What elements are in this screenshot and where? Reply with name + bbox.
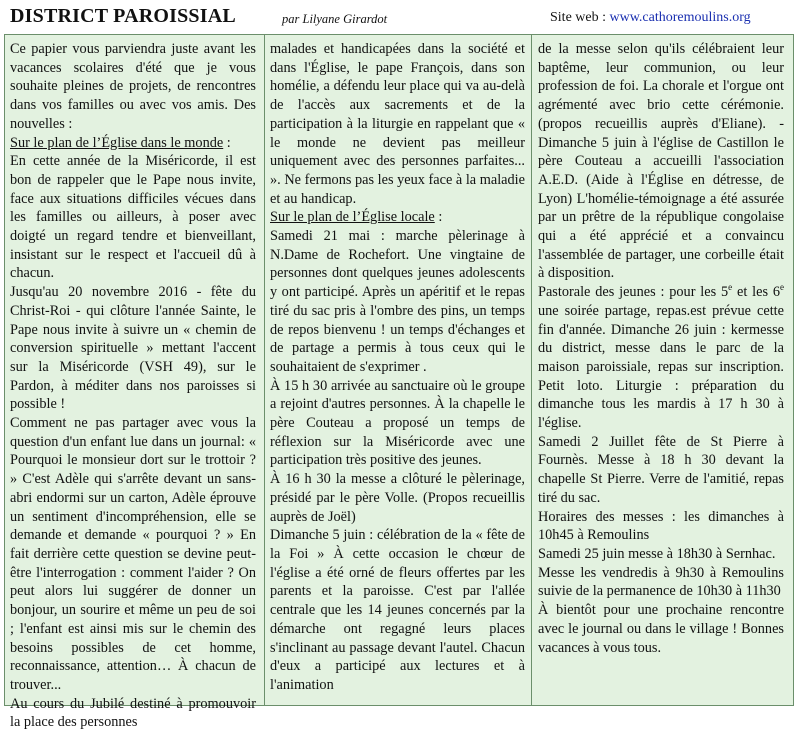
subheading-church-world: Sur le plan de l’Église dans le monde xyxy=(10,134,224,151)
subheading-colon: : xyxy=(223,134,231,151)
paragraph-fete-foi-cont: de la messe selon qu'ils célébraient leur baptême, leur communion, ou leur profession de foi. La chorale et l'orgue ont agrémenté avec brio cette cérémonie. (propos recueillis auprès d'Eliane). - Dimanche 5 juin à l'église de Castillon le père Couteau a accueilli l'association A.E.D. (Aide à l'Église en détresse, de Lyon) L'homélie-témoignage a été assurée par un prêtre de la république congolaise qui a été apprécié et a convaincu l'assemblée de partager, une corbeille était à disposition. xyxy=(538,41,784,282)
paragraph-jubilee-start: Au cours du Jubilé destiné à promouvoir la place des personnes xyxy=(10,695,256,731)
website-label: Site web : xyxy=(550,10,610,25)
subheading-colon: : xyxy=(434,209,443,226)
header-bar xyxy=(0,0,800,30)
paragraph-st-pierre: Samedi 2 Juillet fête de St Pierre à Fournès. Messe à 18 h 30 devant la chapelle St Pierre. Verre de l'amitié, repas tiré du sac. xyxy=(538,433,784,506)
paragraph-mass-closing: À 16 h 30 la messe a clôturé le pèlerinage, présidé par le père Volle. (Propos recueillis auprès de Joël) xyxy=(270,471,525,525)
youth-text-a: Pastorale des jeunes : pour les 5 xyxy=(538,284,729,301)
paragraph-mass-times: Horaires des messes : les dimanches à 10h45 à Remoulins xyxy=(538,508,784,544)
website-link[interactable]: www.cathoremoulins.org xyxy=(609,10,751,25)
paragraph-fete-foi: Dimanche 5 juin : célébration de la « fête de la Foi » À cette occasion le chœur de l'église a été orné de fleurs offertes par les parents et la paroisse. C'est par l'allée centrale que les 14 jeunes concernés par la démarche ont regagné leurs places s'inclinant au passage devant l'autel. Chacun d'eux a participé aux lectures et à l'animation xyxy=(270,527,525,693)
paragraph-mercy-year: En cette année de la Miséricorde, il est bon de rappeler que le Pape nous invite, face aux situations difficiles vécues dans les familles ou ailleurs, à poser avec doigté un regard tendre et bienveillant, insistant sur le respect et l'accueil dû à chacun. xyxy=(10,153,256,282)
ordinal-sup-1: e xyxy=(728,282,733,293)
paragraph-youth xyxy=(538,283,784,433)
subheading-local-line xyxy=(270,208,525,227)
subheading-church-local: Sur le plan de l’Église locale xyxy=(270,209,435,226)
paragraph-friday-mass: Messe les vendredis à 9h30 à Remoulins suivie de la permanence de 10h30 à 11h30 xyxy=(538,564,784,600)
article-column-2 xyxy=(270,40,525,695)
article-column-3 xyxy=(538,40,784,657)
paragraph-pilgrimage: Samedi 21 mai : marche pèlerinage à N.Dame de Rochefort. Une vingtaine de personnes dont quelques jeunes adolescents y ont participé. Après un apéritif et le repas tiré du sac pris à l'ombre des pins, un temps de repos bienvenu ! un temps d'échanges et de partage a permis à tous ceux qui le souhaitaient de s'exprimer . xyxy=(270,228,525,375)
paragraph-sernhac: Samedi 25 juin messe à 18h30 à Sernhac. xyxy=(538,545,776,562)
youth-text-c: une soirée partage, repas.est prévue cette fin d'année. Dimanche 26 juin : kermesse du district, messe dans le parc de la maison paroissiale, repas sur inscription. Petit loto. Liturgie : préparation du dimanche tous les mardis à 17 h 30 à l'église. xyxy=(538,302,784,432)
author-byline: par Lilyane Girardot xyxy=(282,12,388,26)
ordinal-sup-2: e xyxy=(779,282,784,293)
paragraph-sanctuary: À 15 h 30 arrivée au sanctuaire où le groupe a rejoint d'autres personnes. À la chapelle le père Couteau a proposé un temps de réflexion sur la Miséricorde avec une participation très positive des jeunes. xyxy=(270,377,525,469)
website-line xyxy=(550,10,751,26)
column-divider-2 xyxy=(531,34,532,706)
paragraph-adele: Comment ne pas partager avec vous la question d'un enfant lue dans un journal: « Pourquoi le monsieur dort sur le trottoir ? » C'est Adèle qui s'arrête devant un sans-abri endormi sur un carton, Adèle éprouve un sentiment d'incompréhension, elle se demande et demande « pourquoi ? » En fait derrière cette question se devine peut-être l'interrogation : comment l'aider ? On peut alors lui suggérer de donner un bonjour, un sourire et même un peu de soi ; l'enfant est ainsi mis sur le chemin des besoins possibles de cet homme, reconnaissance, attention… À chacun de trouver... xyxy=(10,415,256,693)
column-divider-1 xyxy=(264,34,265,706)
paragraph-closing: À bientôt pour une prochaine rencontre avec le journal ou dans le village ! Bonnes vacances à vous tous. xyxy=(538,602,784,656)
subheading-world-line xyxy=(10,134,256,153)
youth-text-b: et les 6 xyxy=(732,284,780,301)
paragraph-jubilee-cont: malades et handicapées dans la société et dans l'Église, le pape François, dans son homélie, a défendu leur place qui va au-delà de l'accès aux sacrements et de la participation à la liturgie en rappelant que « le monde ne devient pas meilleur uniquement avec des personnes parfaites... ». Ne fermons pas les yeux face à la maladie et au handicap. xyxy=(270,41,525,207)
paragraph-christ-roi: Jusqu'au 20 novembre 2016 - fête du Christ-Roi - qui clôture l'année Sainte, le Pape nous invite à suivre un « chemin de conversion spirituelle » mettant l'accent sur la Miséricorde (VSH 49), sur le Pardon, à méditer dans nos paroisses si possible ! xyxy=(10,284,256,413)
section-title: DISTRICT PAROISSIAL xyxy=(10,5,236,27)
article-column-1 xyxy=(10,40,256,732)
paragraph-intro: Ce papier vous parviendra juste avant les vacances scolaires d'été que je vous souhaite pleines de projets, de rencontres dans vos familles ou avec vos amis. Des nouvelles : xyxy=(10,41,256,132)
